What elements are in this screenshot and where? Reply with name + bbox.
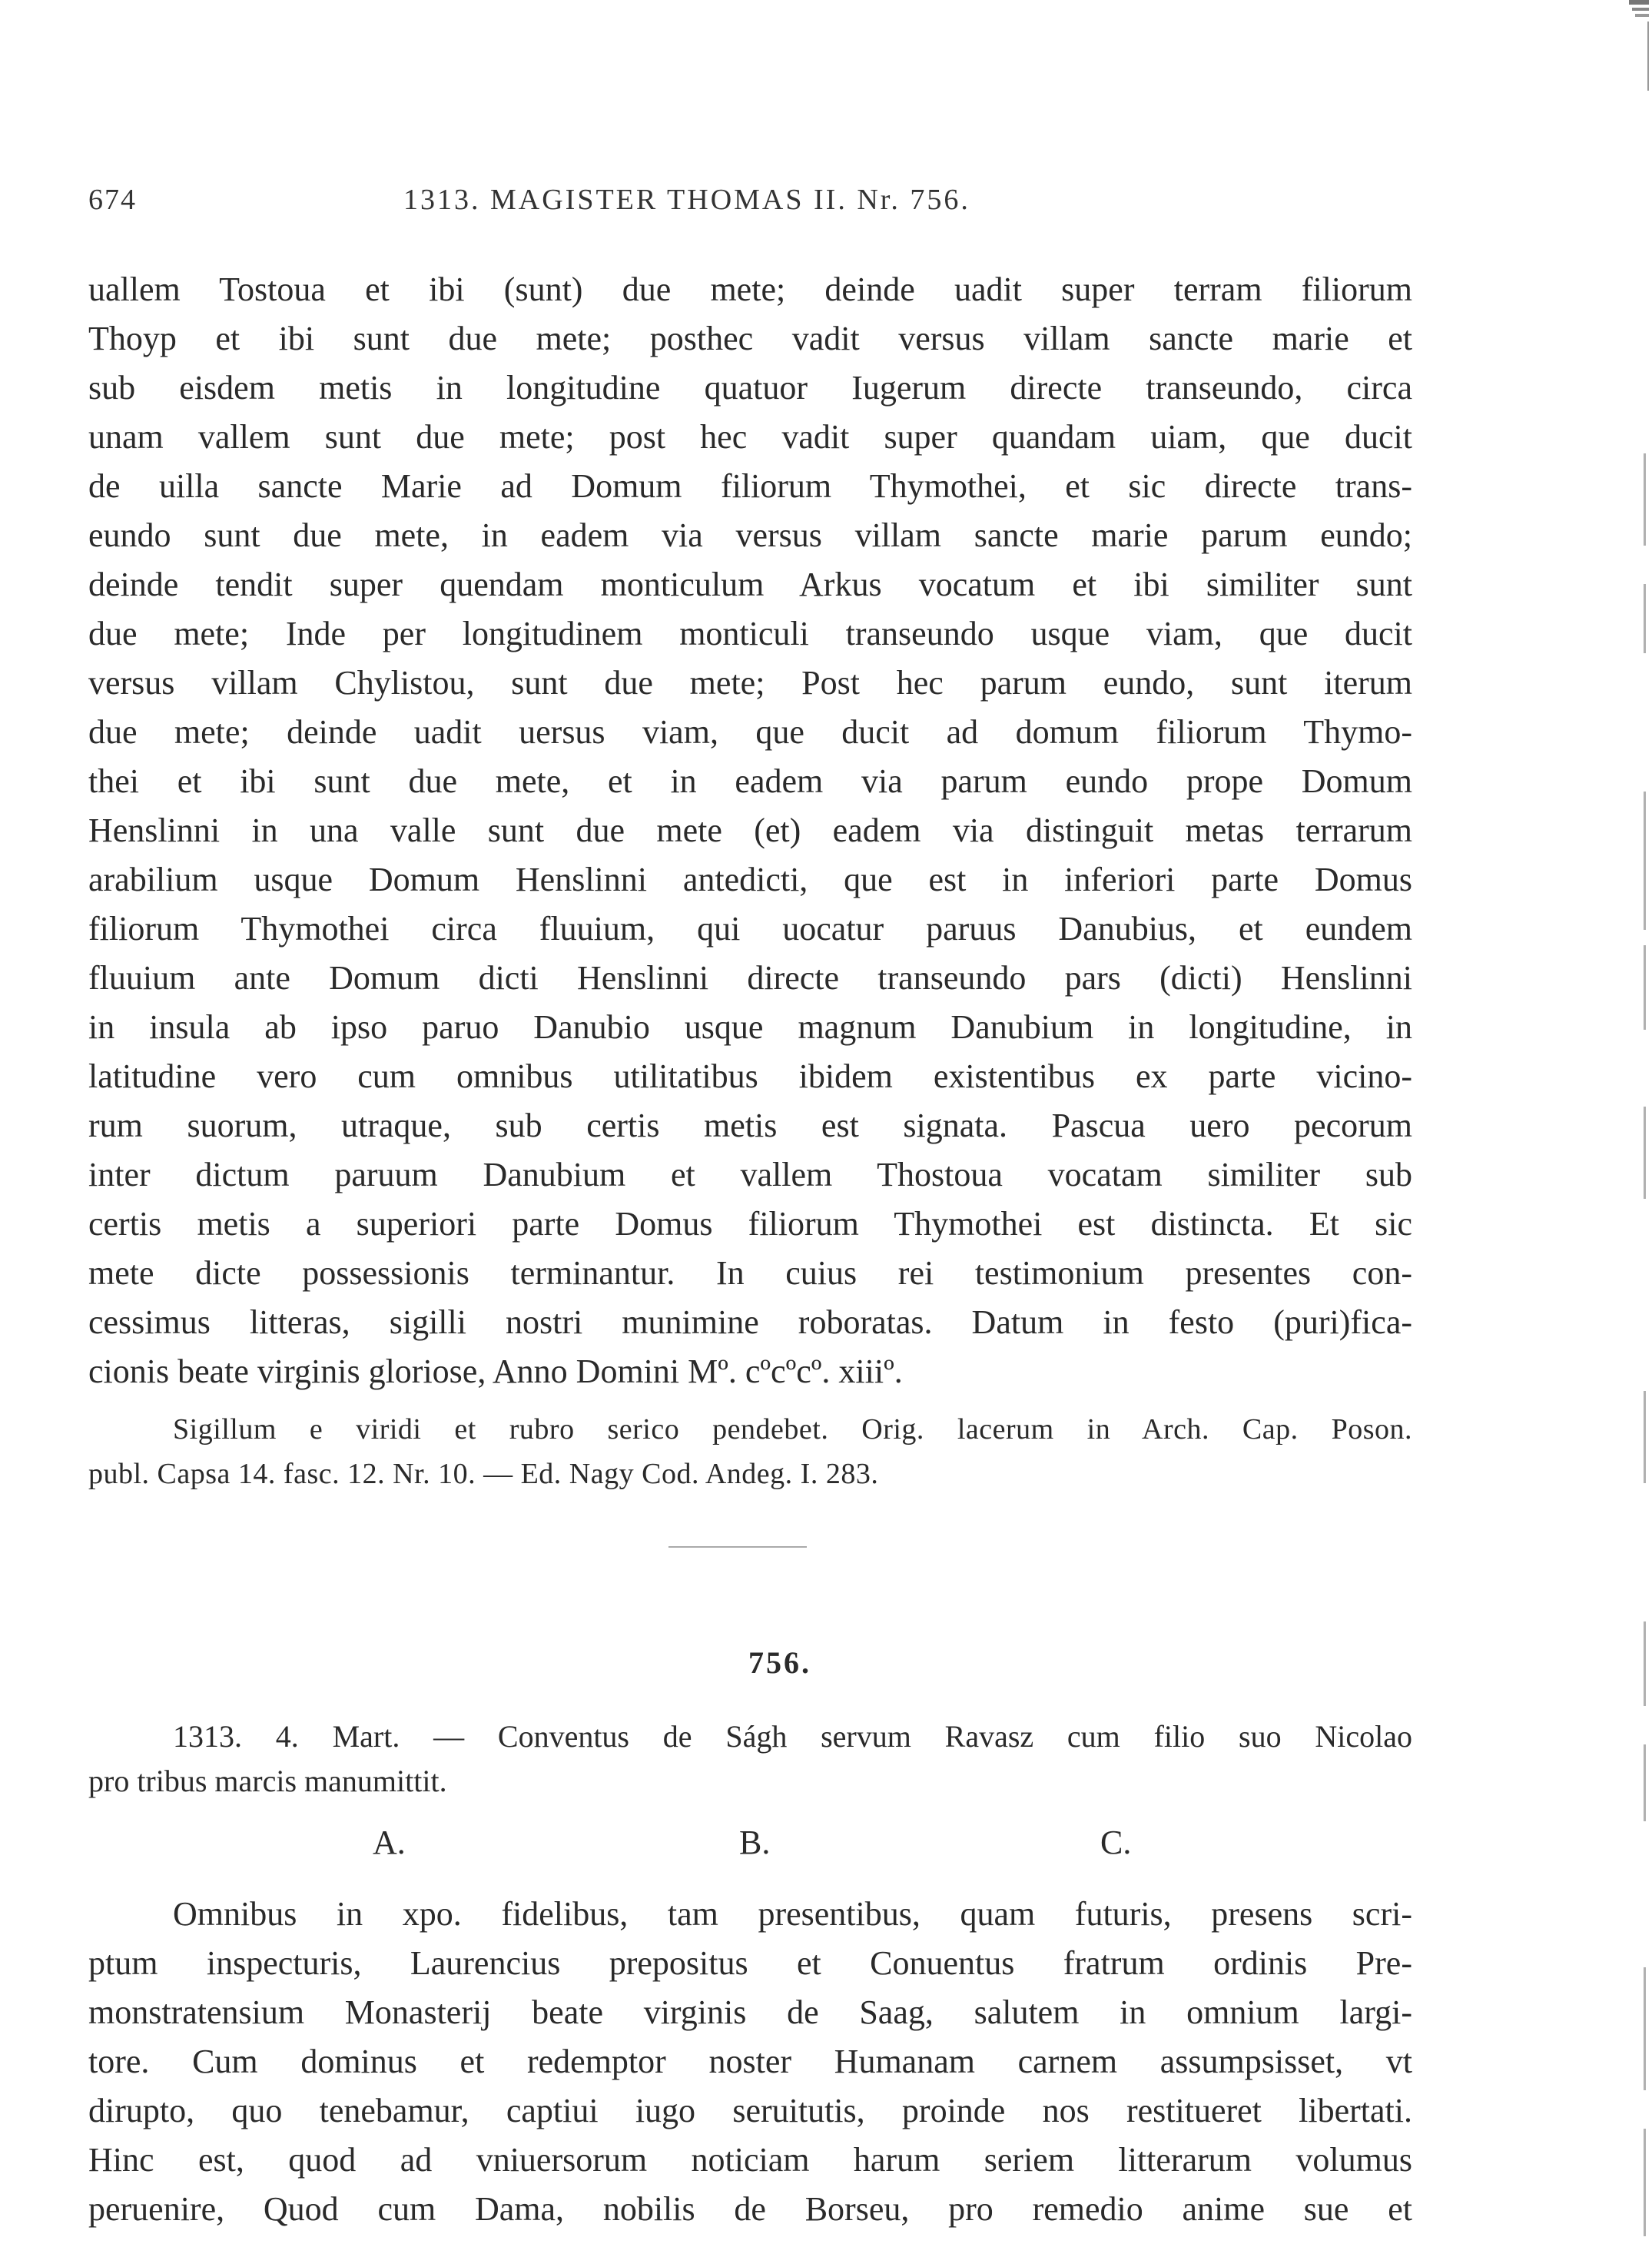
siglum-c: C. xyxy=(1100,1824,1132,1861)
text-line: ptum inspecturis, Laurencius prepositus et Conuentus fratrum ordinis Pre- xyxy=(88,1944,1412,1982)
margin-rule xyxy=(1644,2129,1646,2236)
text-line: versus villam Chylistou, sunt due mete; Post hec parum eundo, sunt iterum xyxy=(88,664,1412,702)
siglum-a: A. xyxy=(373,1824,406,1861)
document-number: 756. xyxy=(748,1645,811,1680)
page-number: 674 xyxy=(88,184,137,216)
text-line: cessimus litteras, sigilli nostri munimine roboratas. Datum in festo (puri)fica- xyxy=(88,1303,1412,1341)
margin-rule xyxy=(1644,1107,1646,1199)
text-line: deinde tendit super quendam monticulum Arkus vocatum et ibi similiter sunt xyxy=(88,566,1412,603)
margin-rule xyxy=(1644,945,1646,1030)
margin-rule xyxy=(1644,1621,1646,1706)
text-line: sub eisdem metis in longitudine quatuor Iugerum directe transeundo, circa xyxy=(88,369,1412,407)
text-line: in insula ab ipso paruo Danubio usque magnum Danubium in longitudine, in xyxy=(88,1008,1412,1046)
text-line: peruenire, Quod cum Dama, nobilis de Borseu, pro remedio anime sue et xyxy=(88,2190,1412,2228)
text-line: Henslinni in una valle sunt due mete (et) eadem via distinguit metas terrarum xyxy=(88,812,1412,849)
margin-rule xyxy=(1644,1391,1646,1483)
text-line: filiorum Thymothei circa fluuium, qui uocatur paruus Danubius, et eundem xyxy=(88,910,1412,948)
text-line: unam vallem sunt due mete; post hec vadit super quandam uiam, que ducit xyxy=(88,418,1412,456)
regest-line: 1313. 4. Mart. — Conventus de Ságh servum Ravasz cum filio suo Nicolao xyxy=(173,1719,1412,1754)
text-line: mete dicte possessionis terminantur. In cuius rei testimonium presentes con- xyxy=(88,1254,1412,1292)
note-line: publ. Capsa 14. fasc. 12. Nr. 10. — Ed. Nagy Cod. Andeg. I. 283. xyxy=(88,1458,879,1490)
text-line: Omnibus in xpo. fidelibus, tam presentibus, quam futuris, presens scri- xyxy=(173,1895,1412,1933)
text-line: arabilium usque Domum Henslinni antedicti, que est in inferiori parte Domus xyxy=(88,861,1412,898)
text-line: certis metis a superiori parte Domus filiorum Thymothei est distincta. Et sic xyxy=(88,1205,1412,1243)
margin-rule xyxy=(1644,1744,1646,1821)
text-line: due mete; Inde per longitudinem monticuli transeundo usque viam, que ducit xyxy=(88,615,1412,652)
text-line: Thoyp et ibi sunt due mete; posthec vadit versus villam sancte marie et xyxy=(88,320,1412,357)
text-line: thei et ibi sunt due mete, et in eadem via parum eundo prope Domum xyxy=(88,762,1412,800)
margin-rule xyxy=(1644,1967,1646,2090)
text-line: latitudine vero cum omnibus utilitatibus ibidem existentibus ex parte vicino- xyxy=(88,1057,1412,1095)
text-line: de uilla sancte Marie ad Domum filiorum Thymothei, et sic directe trans- xyxy=(88,467,1412,505)
text-line: Hinc est, quod ad vniuersorum noticiam harum seriem litterarum volumus xyxy=(88,2141,1412,2179)
text-line: tore. Cum dominus et redemptor noster Humanam carnem assumpsisset, vt xyxy=(88,2043,1412,2080)
siglum-b: B. xyxy=(739,1824,771,1861)
text-line: inter dictum paruum Danubium et vallem Thostoua vocatam similiter sub xyxy=(88,1156,1412,1193)
running-title: 1313. MAGISTER THOMAS II. Nr. 756. xyxy=(403,184,970,216)
text-line: monstratensium Monasterij beate virginis de Saag, salutem in omnium largi- xyxy=(88,1993,1412,2031)
scan-edge-marks xyxy=(1629,0,1652,108)
text-line: due mete; deinde uadit uersus viam, que ducit ad domum filiorum Thymo- xyxy=(88,713,1412,751)
text-line: rum suorum, utraque, sub certis metis est signata. Pascua uero pecorum xyxy=(88,1107,1412,1144)
margin-rule xyxy=(1644,792,1646,930)
margin-rule xyxy=(1644,584,1646,653)
note-line: Sigillum e viridi et rubro serico pendebet. Orig. lacerum in Arch. Cap. Poson. xyxy=(173,1413,1412,1446)
text-line: dirupto, quo tenebamur, captiui iugo seruitutis, proinde nos restitueret libertati. xyxy=(88,2092,1412,2129)
section-divider xyxy=(668,1546,807,1548)
regest-line: pro tribus marcis manumittit. xyxy=(88,1764,447,1798)
text-line: cionis beate virginis gloriose, Anno Domini Mº. cºcºcº. xiiiº. xyxy=(88,1353,903,1390)
margin-rule xyxy=(1644,453,1646,546)
running-header xyxy=(88,183,1410,229)
text-line: eundo sunt due mete, in eadem via versus villam sancte marie parum eundo; xyxy=(88,516,1412,554)
text-line: uallem Tostoua et ibi (sunt) due mete; deinde uadit super terram filiorum xyxy=(88,271,1412,308)
text-line: fluuium ante Domum dicti Henslinni directe transeundo pars (dicti) Henslinni xyxy=(88,959,1412,997)
